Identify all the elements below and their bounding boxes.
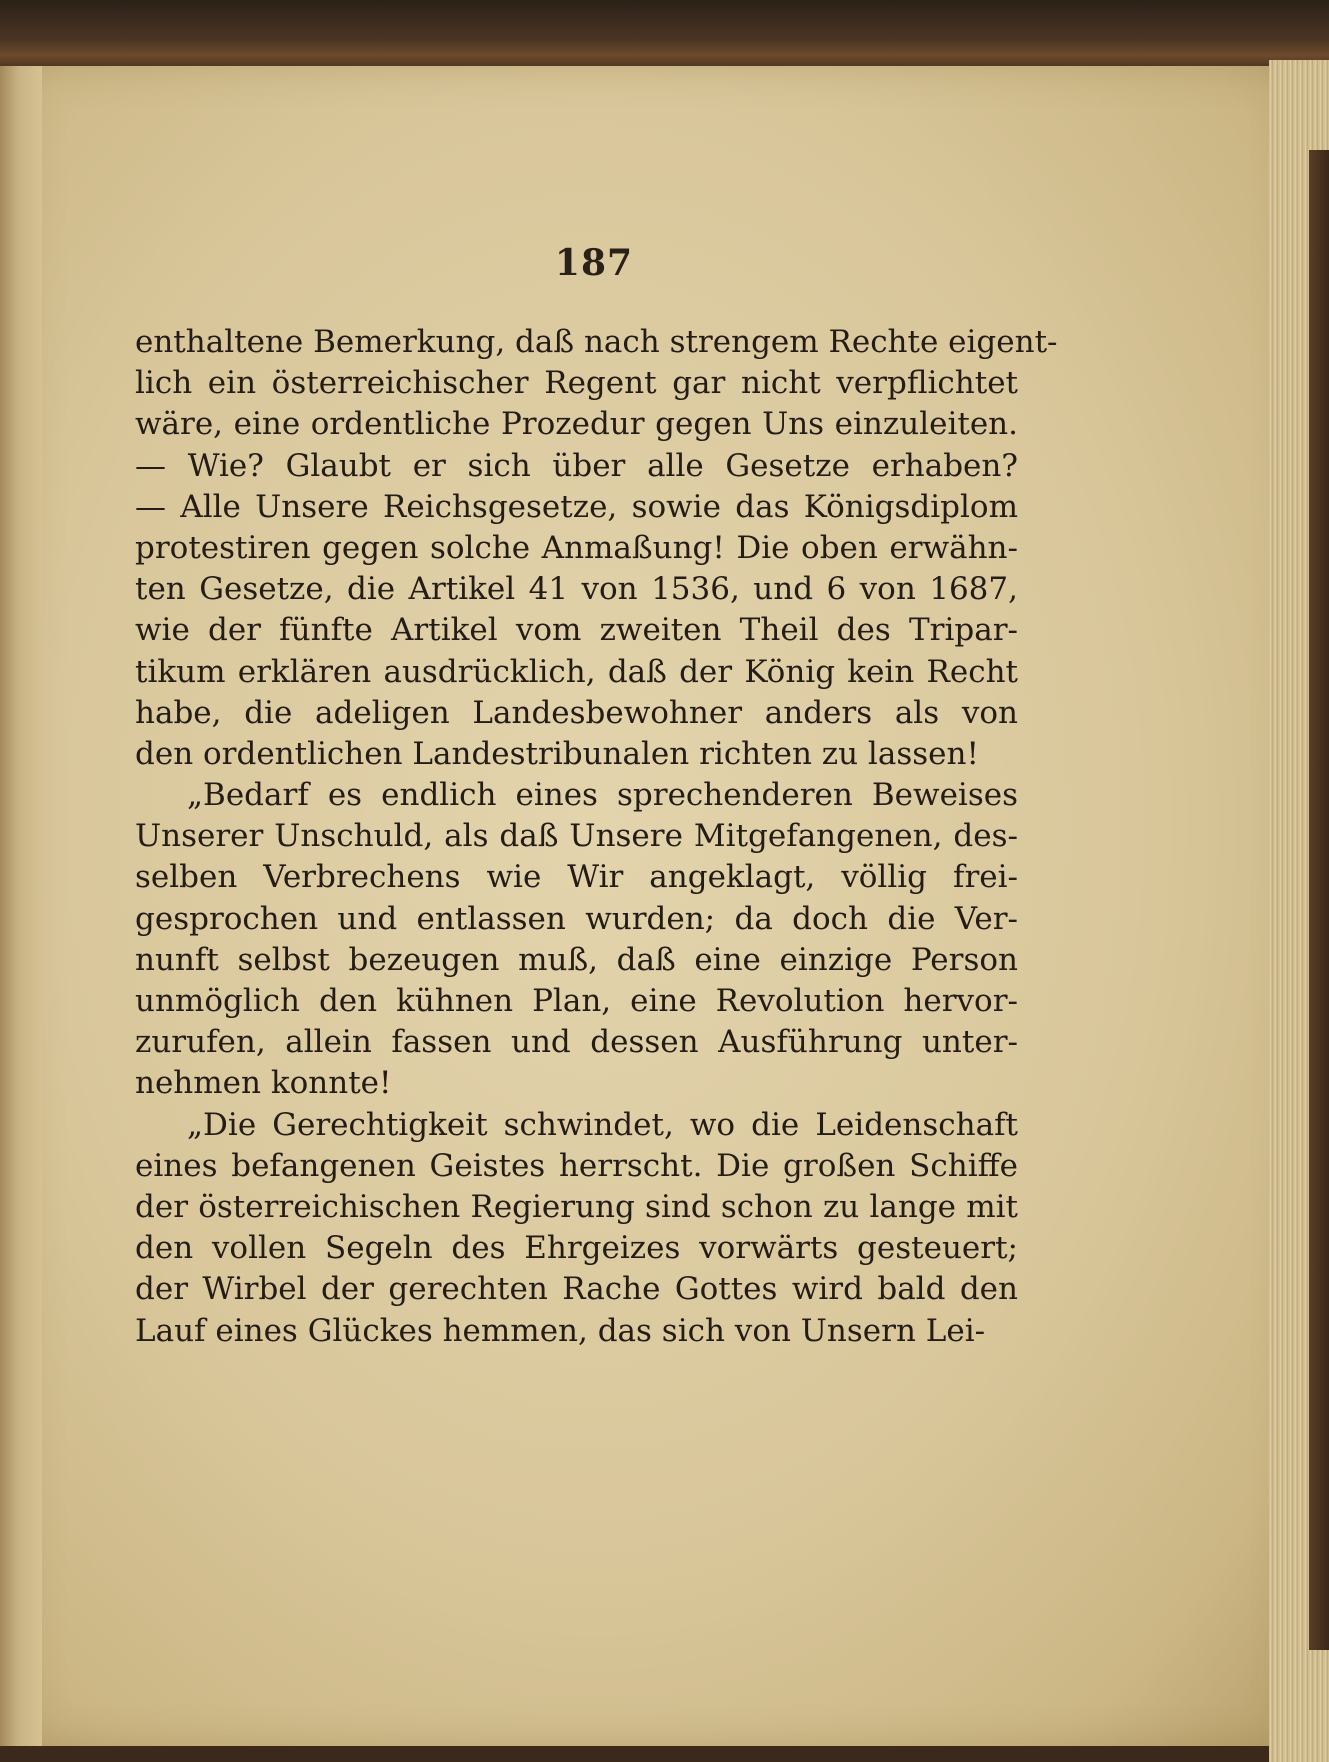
text-line: Unserer Unschuld, als daß Unsere Mitgefangenen, des- (135, 818, 1018, 855)
text-line: der Wirbel der gerechten Rache Gottes wird bald den (135, 1271, 1018, 1308)
text-line: „Bedarf es endlich eines sprechenderen Beweises (187, 777, 1018, 814)
text-line: Lauf eines Glückes hemmen, das sich von Unsern Lei- (135, 1312, 986, 1349)
text-line: — Wie? Glaubt er sich über alle Gesetze erhaben? (135, 447, 1018, 484)
text-line: tikum erklären ausdrücklich, daß der König kein Recht (135, 653, 1018, 690)
body-text (135, 322, 1058, 1352)
text-line: lich ein österreichischer Regent gar nicht verpflichtet (135, 365, 1018, 402)
text-line: habe, die adeligen Landesbewohner anders als von (135, 694, 1018, 731)
text-line: den ordentlichen Landestribunalen richten zu lassen! (135, 735, 979, 772)
text-line: den vollen Segeln des Ehrgeizes vorwärts gesteuert; (135, 1230, 1018, 1267)
text-line: wäre, eine ordentliche Prozedur gegen Uns einzuleiten. (135, 406, 1018, 443)
page-gutter (0, 66, 42, 1746)
text-line: enthaltene Bemerkung, daß nach strengem Rechte eigent- (135, 324, 1058, 360)
text-line: gesprochen und entlassen wurden; da doch die Ver- (135, 900, 1018, 937)
text-line: wie der fünfte Artikel vom zweiten Theil des Tripar- (135, 612, 1018, 649)
text-line: der österreichischen Regierung sind schon zu lange mit (135, 1188, 1018, 1225)
text-line: nehmen konnte! (135, 1065, 392, 1102)
text-line: nunft selbst bezeugen muß, daß eine einzige Person (135, 941, 1018, 978)
page-number: 187 (554, 242, 634, 284)
text-line: zurufen, allein fassen und dessen Ausführung unter- (135, 1024, 1018, 1061)
text-line: — Alle Unsere Reichsgesetze, sowie das Königsdiplom (135, 488, 1018, 525)
text-line: eines befangenen Geistes herrscht. Die großen Schiffe (135, 1147, 1018, 1184)
text-line: ten Gesetze, die Artikel 41 von 1536, und 6 von 1687, (135, 571, 1018, 608)
text-line: protestiren gegen solche Anmaßung! Die oben erwähn- (135, 529, 1018, 566)
text-line: unmöglich den kühnen Plan, eine Revolution hervor- (135, 983, 1018, 1019)
text-line: „Die Gerechtigkeit schwindet, wo die Leidenschaft (187, 1106, 1018, 1143)
book-cover-edge (1309, 150, 1329, 1650)
text-line: selben Verbrechens wie Wir angeklagt, völlig frei- (135, 859, 1018, 896)
